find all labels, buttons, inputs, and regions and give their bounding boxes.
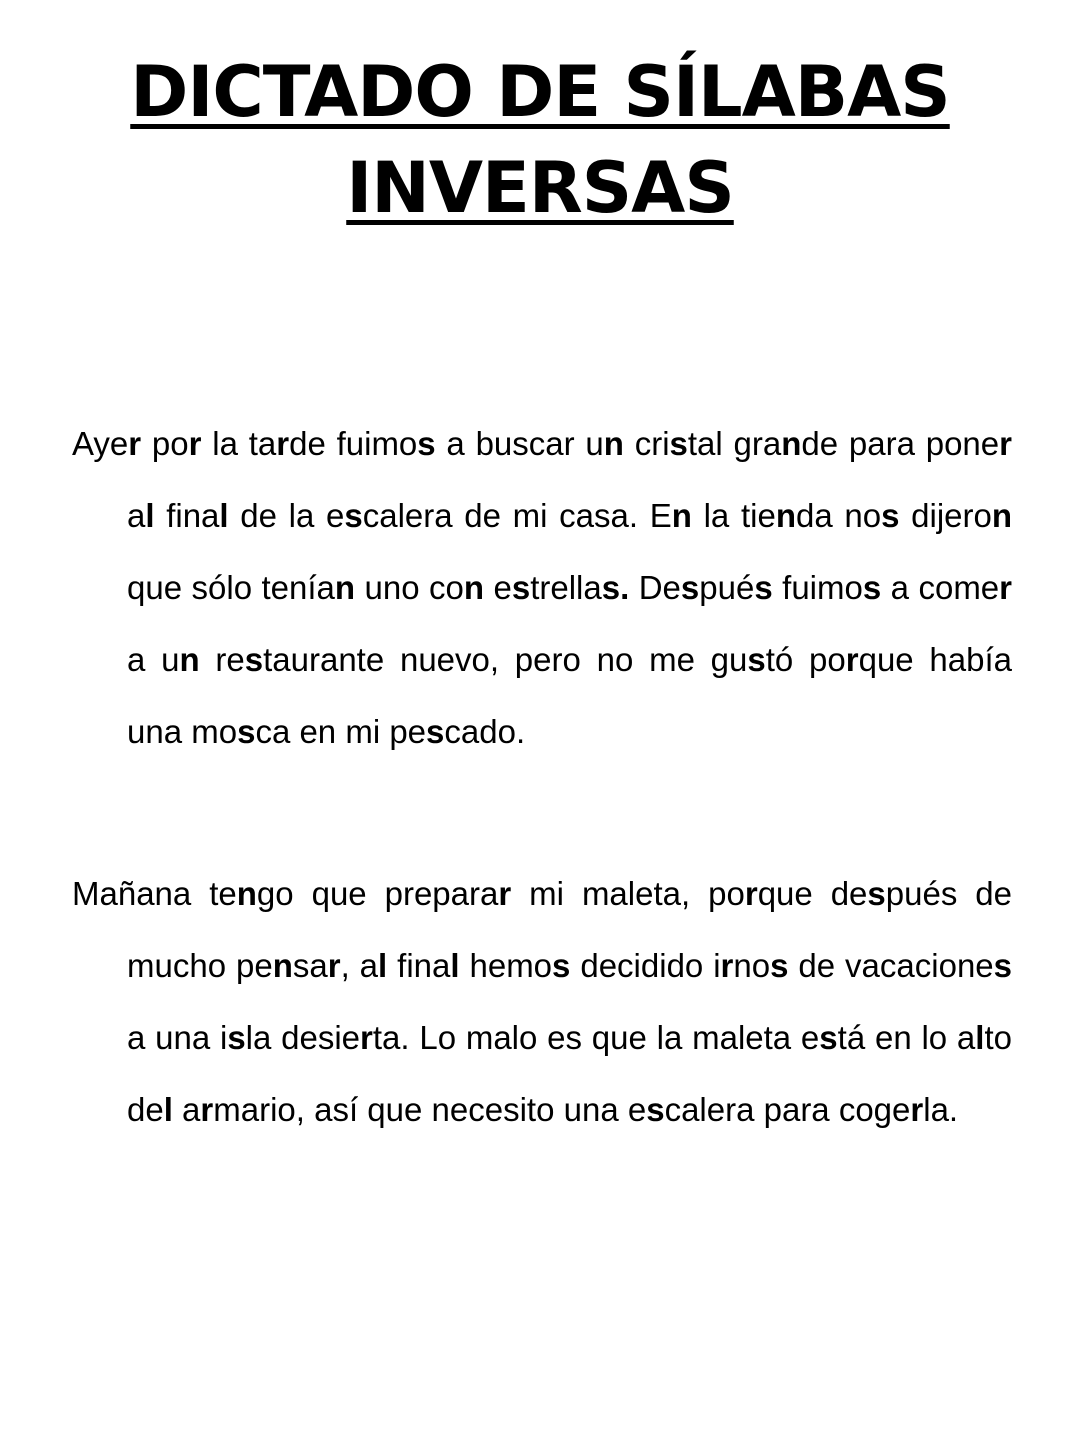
highlighted-letter: l (145, 497, 155, 534)
text-segment: mario, así que necesito una e (213, 1091, 647, 1128)
highlighted-letter: s (344, 497, 363, 534)
text-segment: a una i (127, 947, 1022, 1056)
highlighted-letter: r (360, 1019, 373, 1056)
highlighted-letter: r (845, 641, 859, 678)
text-segment: a (172, 1091, 201, 1128)
paragraph-2 (72, 858, 1022, 1146)
text-segment: to de (127, 1019, 1022, 1128)
text-segment: fina (154, 497, 220, 534)
highlighted-letter: r (327, 947, 341, 984)
highlighted-letter: s (237, 713, 256, 750)
text-segment: tá en lo a (837, 1019, 976, 1056)
highlighted-letter: s. (601, 569, 630, 606)
text-segment: la. (923, 1091, 959, 1128)
highlighted-letter: s (426, 713, 445, 750)
highlighted-letter: r (999, 569, 1013, 606)
text-segment: de la e (228, 497, 345, 534)
highlighted-letter: s (227, 1019, 246, 1056)
text-segment: de fuimo (289, 425, 418, 462)
text-segment: da no (796, 497, 882, 534)
highlighted-letter: r (744, 875, 758, 912)
highlighted-letter: r (200, 1091, 214, 1128)
highlighted-letter: s (770, 947, 789, 984)
highlighted-letter: r (128, 425, 142, 462)
text-segment: go que prepara (256, 875, 499, 912)
highlighted-letter: n (272, 947, 293, 984)
text-segment: hemo (459, 947, 553, 984)
text-segment: decidido i (570, 947, 721, 984)
text-segment: que sólo tenía (127, 497, 1022, 606)
text-segment: tó po (765, 641, 846, 678)
text-segment: re (199, 641, 245, 678)
highlighted-letter: n (463, 569, 485, 606)
highlighted-letter: n (781, 425, 802, 462)
text-segment: Aye (72, 425, 129, 462)
text-segment: mi maleta, po (511, 875, 745, 912)
text-segment: a come (881, 569, 1000, 606)
text-segment: la ta (201, 425, 277, 462)
page-title (0, 44, 1080, 236)
text-segment: tal gra (687, 425, 782, 462)
text-segment: De (629, 569, 681, 606)
highlighted-letter: l (219, 497, 229, 534)
title-line-1: DICTADO DE SÍLABAS (130, 51, 950, 133)
text-segment: uno co (355, 569, 464, 606)
text-segment: fina (387, 947, 451, 984)
highlighted-letter: n (236, 875, 257, 912)
highlighted-letter: n (991, 497, 1013, 534)
text-segment: po (141, 425, 189, 462)
highlighted-letter: s (754, 569, 773, 606)
text-segment: de para pone (801, 425, 1000, 462)
highlighted-letter: r (276, 425, 290, 462)
text-segment: dijero (899, 497, 992, 534)
text-segment: pué (699, 569, 755, 606)
text-segment: que de (757, 875, 868, 912)
paragraph-1 (72, 408, 1022, 768)
title-line-2: INVERSAS (346, 147, 734, 229)
text-segment: cri (623, 425, 670, 462)
highlighted-letter: n (671, 497, 692, 534)
highlighted-letter: n (775, 497, 796, 534)
text-segment: de vacacione (788, 947, 994, 984)
highlighted-letter: s (867, 875, 886, 912)
highlighted-letter: s (881, 497, 900, 534)
highlighted-letter: s (747, 641, 766, 678)
highlighted-letter: l (450, 947, 460, 984)
highlighted-letter: l (378, 947, 388, 984)
text-segment: e (484, 569, 512, 606)
text-segment: trella (530, 569, 602, 606)
highlighted-letter: s (646, 1091, 665, 1128)
text-segment: pués de mucho pe (127, 875, 1022, 984)
highlighted-letter: s (993, 947, 1013, 984)
highlighted-letter: s (244, 641, 264, 678)
text-segment: ta. Lo malo es que la maleta e (372, 1019, 820, 1056)
text-segment: calera de mi casa. E (362, 497, 672, 534)
highlighted-letter: n (334, 569, 356, 606)
text-segment: cado. (444, 713, 526, 750)
text-segment: la tie (691, 497, 776, 534)
highlighted-letter: s (552, 947, 571, 984)
text-segment: la desie (245, 1019, 361, 1056)
text-segment: a u (127, 569, 1022, 678)
highlighted-letter: s (862, 569, 882, 606)
text-segment: que había una mo (127, 641, 1022, 750)
highlighted-letter: n (179, 641, 200, 678)
highlighted-letter: r (910, 1091, 924, 1128)
highlighted-letter: n (603, 425, 624, 462)
highlighted-letter: r (498, 875, 512, 912)
text-segment: a buscar u (435, 425, 604, 462)
text-segment: sa (292, 947, 328, 984)
highlighted-letter: s (669, 425, 688, 462)
text-segment: ca en mi pe (255, 713, 427, 750)
highlighted-letter: r (188, 425, 202, 462)
text-segment: fuimo (772, 569, 863, 606)
highlighted-letter: s (680, 569, 700, 606)
highlighted-letter: r (720, 947, 734, 984)
highlighted-letter: l (975, 1019, 985, 1056)
highlighted-letter: r (999, 425, 1012, 462)
highlighted-letter: s (417, 425, 436, 462)
text-segment: a (127, 425, 1022, 534)
text-segment: calera para coge (664, 1091, 911, 1128)
text-segment: no (733, 947, 771, 984)
highlighted-letter: s (819, 1019, 838, 1056)
highlighted-letter: s (511, 569, 531, 606)
highlighted-letter: l (163, 1091, 173, 1128)
text-segment: taurante nuevo, pero no me gu (263, 641, 748, 678)
text-segment: , a (340, 947, 379, 984)
text-segment: Mañana te (72, 875, 237, 912)
